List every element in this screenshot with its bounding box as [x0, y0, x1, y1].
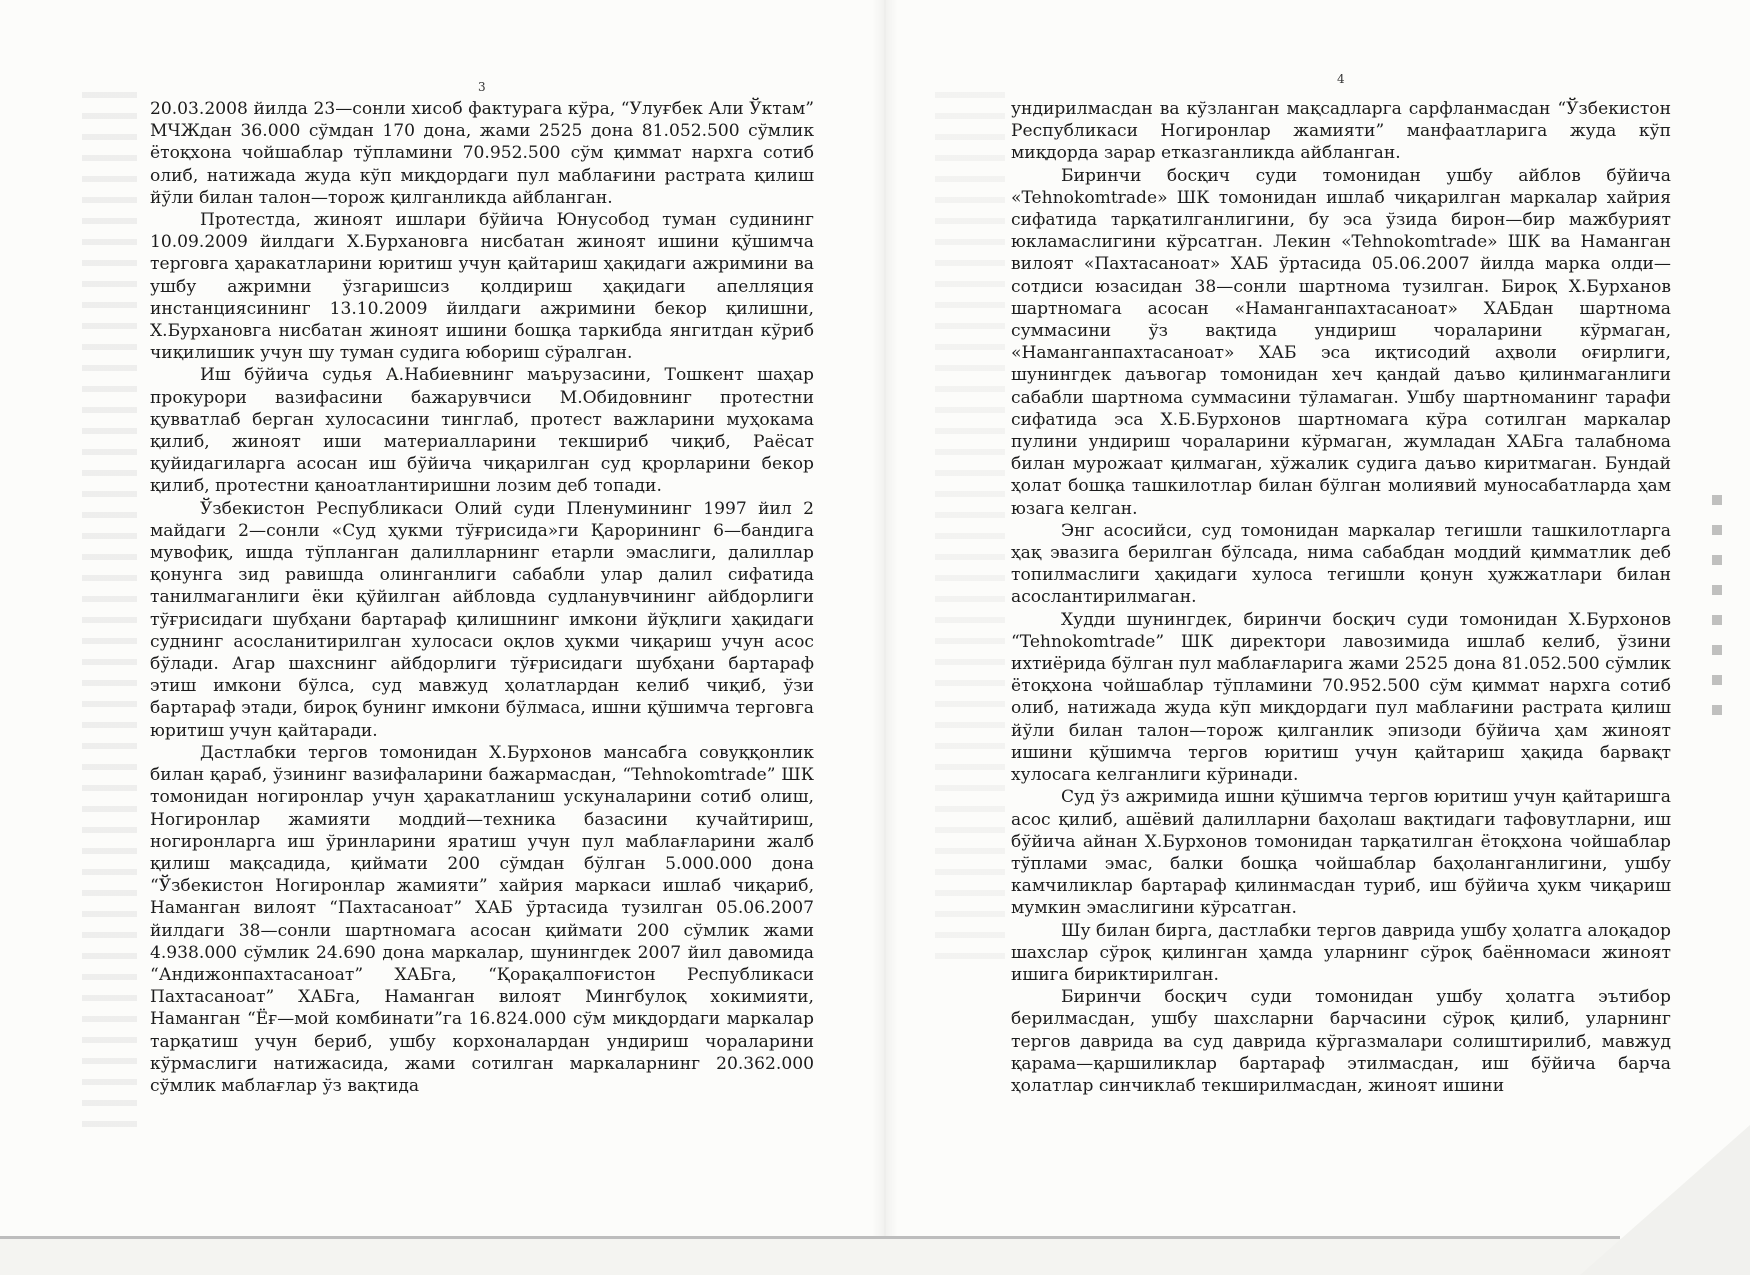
scanner-bed [0, 1239, 1750, 1275]
page-fold [872, 0, 898, 1275]
page-number-right: 4 [1337, 72, 1345, 86]
paper-edge [0, 1236, 1620, 1239]
paragraph: Шу билан бирга, дастлабки тергов даврида ушбу ҳолатга алоқадор шахслар сўроқ қилинган ҳамда уларнинг сўроқ баённомаси жиноят ишига бириктирилган. [1011, 920, 1671, 985]
right-page-text [1011, 98, 1671, 1097]
left-page-text [150, 98, 814, 1097]
paragraph: Биринчи босқич суди томонидан ушбу айблов бўйича «Tehnokomtrade» ШК томонидан ишлаб чиқарилган маркалар хайрия сифатида тарқатилганлигини, бу эса ўзида бирон—бир мажбурият юкламаслигини кўрсатган. Лекин «Tehnokomtrade» ШК ва Наманган вилоят «Пахтасаноат» ХАБ ўртасида 05.06.2007 йилда марка олди—сотдиси юзасидан 38—сонли шартнома тузилган. Бироқ Х.Бурханов шартномага асосан «Наманганпахтасаноат» ХАБдан шартнома суммасини ўз вақтида ундириш чораларини кўрмаган, «Наманганпахтасаноат» ХАБ эса иқтисодий аҳволи оғирлиги, шунингдек даъвогар томонидан хеч қандай даъво қилинмаганлиги сабабли шартнома суммасини тўламаган. Ушбу шартноманинг тарафи сифатида эса Х.Б.Бурхонов шартномага кўра сотилган маркалар пулини ундириш чораларини кўрмаган, жумладан ХАБга талабнома билан мурожаат қилмаган, хўжалик судига даъво киритмаган. Бундай ҳолат бошқа ташкилотлар билан бўлган молиявий муносабатларда ҳам юзага келган. [1011, 165, 1671, 519]
paragraph: Дастлабки тергов томонидан Х.Бурхонов мансабга совуққонлик билан қараб, ўзининг вазифаларини бажармасдан, “Tehnokomtrade” ШК томонидан ногиронлар учун ҳаракатланиш ускуналарини сотиб олиш, Ногиронлар жамияти моддий—техника базасини кучайтириш, ногиронларга иш ўринларини яратиш учун пул маблағларини жалб қилиш мақсадида, қиймати 200 сўмдан бўлган 5.000.000 дона “Ўзбекистон Ногиронлар жамияти” хайрия маркаси ишлаб чиқариб, Наманган вилоят “Пахтасаноат” ХАБ ўртасида тузилган 05.06.2007 йилдаги 38—сонли шартномага асосан қиймати 200 сўмлик жами 4.938.000 сўмлик 24.690 дона маркалар, шунингдек 2007 йил давомида “Андижонпахтасаноат” ХАБга, “Қорақалпоғистон Республикаси Пахтасаноат” ХАБга, Наманган вилоят Мингбулоқ хокимияти, Наманган “Ёғ—мой комбинати”га 16.824.000 сўм миқдордаги маркалар тарқатиш учун бериб, ушбу корхоналардан ундириш чораларини кўрмаслиги натижасида, жами сотилган маркаларнинг 20.362.000 сўмлик маблағлар ўз вақтида [150, 742, 814, 1096]
paragraph: Ўзбекистон Республикаси Олий суди Пленумининг 1997 йил 2 майдаги 2—сонли «Суд ҳукми тўғрисида»ги Қарорининг 6—бандига мувофиқ, ишда тўпланган далилларнинг етарли эмаслиги, далиллар қонунга зид равишда олинганлиги сабабли улар далил сифатида танилмаганлиги ёки қўйилган айбловда судланувчининг айбдорлиги тўғрисидаги шубҳани бартараф қилишнинг имкони йўқлиги ҳақидаги суднинг асосланитирилган хулосаси оқлов ҳукми чиқариш учун асос бўлади. Агар шахснинг айбдорлиги тўғрисидаги шубҳани бартараф этиш имкони бўлса, суд мавжуд ҳолатлардан келиб чиқиб, ўзи бартараф этади, бироқ бунинг имкони бўлмаса, ишни қўшимча терговга юритиш учун қайтаради. [150, 498, 814, 741]
paragraph: ундирилмасдан ва кўзланган мақсадларга сарфланмасдан “Ўзбекистон Республикаси Ногиронлар жамияти” манфаатларига жуда кўп миқдорда зарар етказганликда айбланган. [1011, 99, 1671, 164]
show-through-right [935, 92, 1005, 972]
torn-corner [1580, 1125, 1750, 1275]
margin-marks [1712, 495, 1722, 725]
paragraph: Протестда, жиноят ишлари бўйича Юнусобод туман судининг 10.09.2009 йилдаги Х.Бурхановга нисбатан жиноят ишини қўшимча терговга ҳаракатларини юритиш учун қайтариш ҳақидаги ажримини ва ушбу ажримни ўзгаришсиз қолдириш ҳақидаги апелляция инстанциясининг 13.10.2009 йилдаги ажримини бекор қилишни, Х.Бурхановга нисбатан жиноят ишини бошқа таркибда янгитдан кўриб чиқилишик учун шу туман судига юбориш сўралган. [150, 210, 814, 364]
paragraph: Суд ўз ажримида ишни қўшимча тергов юритиш учун қайтаришга асос қилиб, ашёвий далилларни баҳолаш вақтидаги тафовутларни, иш бўйича айнан Х.Бурхонов томонидан тарқатилган ётоқхона чойшаблар тўплами эмас, балки бошқа чойшаблар баҳоланганлигини, ушбу камчиликлар бартараф қилинмасдан туриб, иш бўйича ҳукм чиқариш мумкин эмаслигини кўрсатган. [1011, 787, 1671, 919]
page-number-left: 3 [478, 80, 486, 94]
paragraph: Иш бўйича судья А.Набиевнинг маърузасини, Тошкент шаҳар прокурори вазифасини бажарувчиси М.Обидовнинг протестни қувватлаб берган хулосасини тинглаб, протест важларини муҳокама қилиб, жиноят иши материалларини текшириб чиқиб, Раёсат қуйидагиларга асосан иш бўйича чиқарилган суд қрорларини бекор қилиб, протестни қаноатлантиришни лозим деб топади. [150, 365, 814, 497]
paragraph: Худди шунингдек, биринчи босқич суди томонидан Х.Бурхонов “Tehnokomtrade” ШК директори лавозимида ишлаб келиб, ўзини ихтиёрида бўлган пул маблағларига жами 2525 дона 81.052.500 сўмлик ётоқхона чойшаблар тўпламини 70.952.500 сўм қиммат нархга сотиб олиб, натижада жуда кўп миқдордаги пул маблағини растрата қилиш йўли билан талон—торож қилганлик эпизоди бўйича ҳам жиноят ишини қўшимча тергов юритиш учун қайтариш ҳақида барвақт хулосага келганлиги кўринади. [1011, 609, 1671, 786]
paragraph: Биринчи босқич суди томонидан ушбу ҳолатга эътибор берилмасдан, ушбу шахсларни барчасини сўроқ қилиб, уларнинг тергов даврида ва суд даврида кўргазмалари солиштирилиб, мавжуд қарама—қаршиликлар бартараф этилмасдан, иш бўйича барча ҳолатлар синчиклаб текширилмасдан, жиноят ишини [1011, 987, 1671, 1096]
paragraph: 20.03.2008 йилда 23—сонли хисоб фактурага кўра, “Улуғбек Али Ўктам” МЧЖдан 36.000 сўмдан 170 дона, жами 2525 дона 81.052.500 сўмлик ётоқхона чойшаблар тўпламини 70.952.500 сўм қиммат нархга сотиб олиб, натижада жуда кўп миқдордаги пул маблағини растрата қилиш йўли билан талон—торож қилганликда айбланган. [150, 99, 814, 208]
show-through-left [82, 92, 137, 1142]
paragraph: Энг асосийси, суд томонидан маркалар тегишли ташкилотларга ҳақ эвазига берилган бўлсада, нима сабабдан моддий қимматлик деб топилмаслиги ҳақидаги хулоса тегишли қонун ҳужжатлари билан асослантирилмаган. [1011, 520, 1671, 608]
